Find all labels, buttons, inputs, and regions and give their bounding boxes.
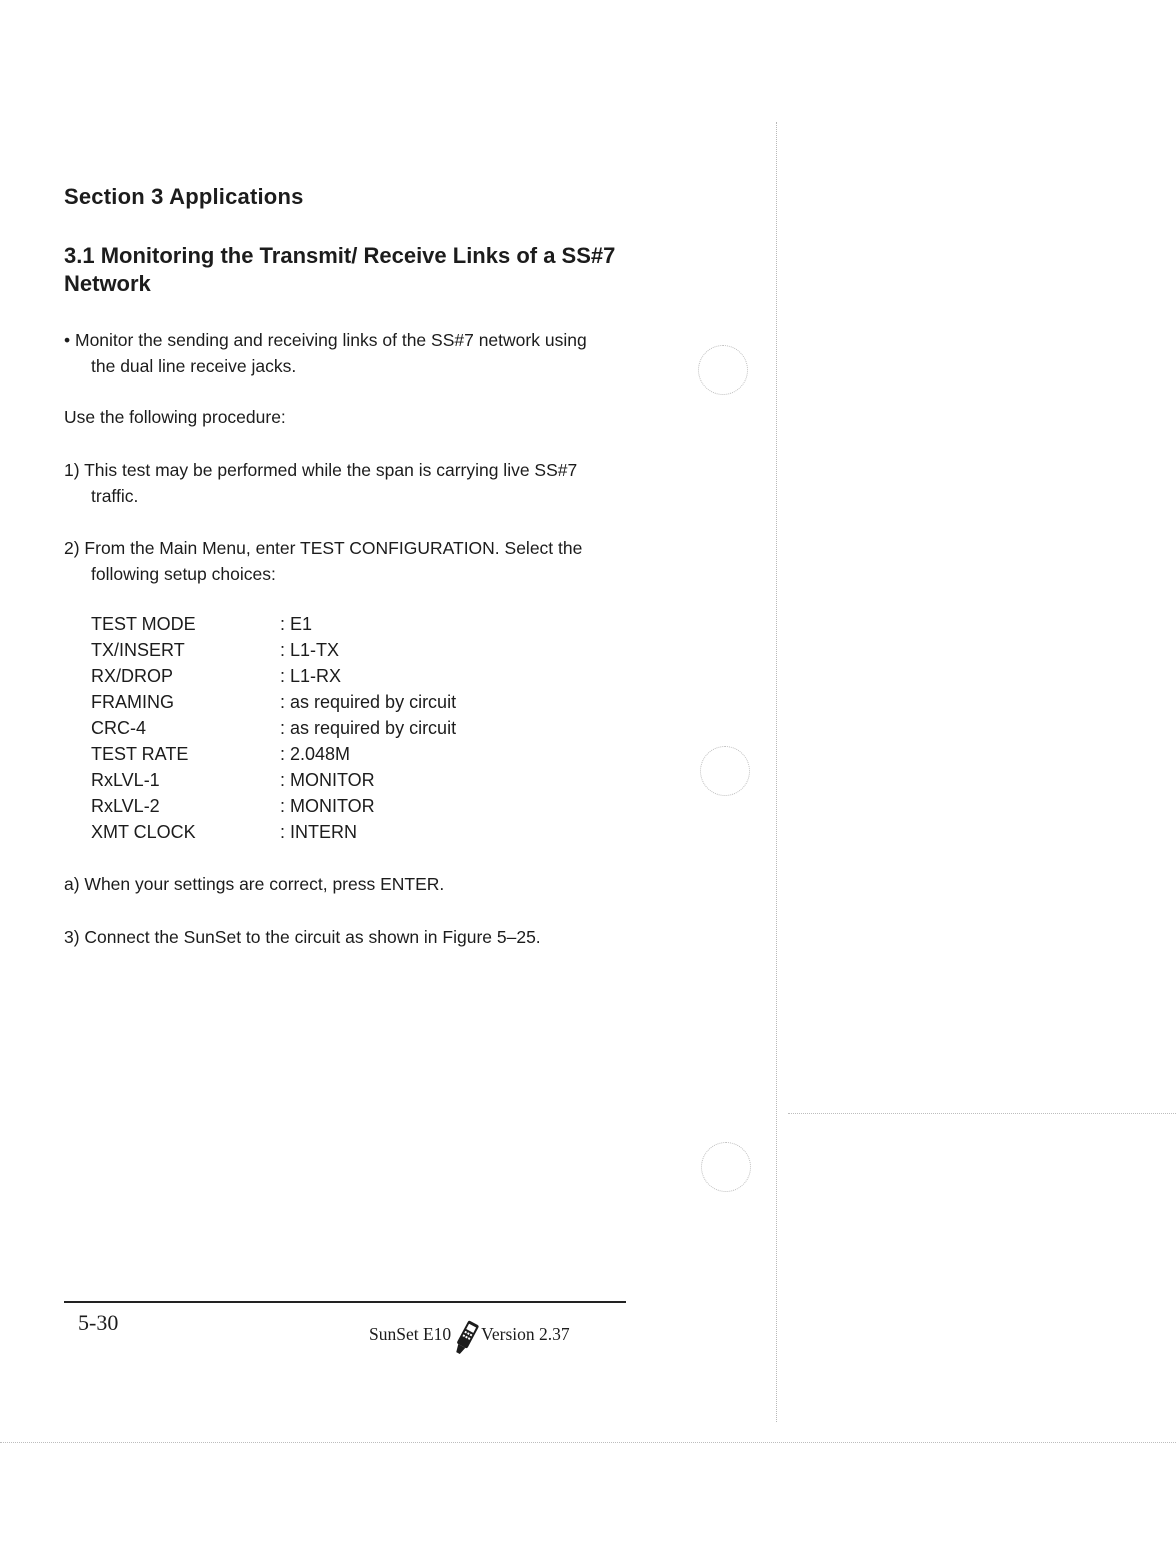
binder-hole <box>700 746 750 796</box>
setting-value: : E1 <box>280 614 313 634</box>
footer-product-line <box>369 1314 570 1354</box>
setting-value: : MONITOR <box>280 796 375 816</box>
binder-hole <box>698 345 748 395</box>
bullet-line-2: the dual line receive jacks. <box>91 356 297 376</box>
step-1-line-2: traffic. <box>91 486 139 506</box>
setting-name: TX/INSERT <box>91 640 185 660</box>
scan-bottom-edge-line <box>0 1442 1176 1443</box>
setting-name: RX/DROP <box>91 666 174 686</box>
setting-name: TEST RATE <box>91 744 189 764</box>
scan-edge-line <box>788 1113 1176 1114</box>
handset-icon <box>453 1318 479 1358</box>
step-2-line-1: 2) From the Main Menu, enter TEST CONFIGURATION. Select the <box>64 538 583 558</box>
bullet-paragraph <box>64 327 634 379</box>
step-2 <box>64 535 634 587</box>
setting-name: RxLVL-1 <box>91 770 160 790</box>
setting-row <box>91 689 456 715</box>
setting-name: XMT CLOCK <box>91 822 196 842</box>
footer-rule <box>64 1301 626 1303</box>
setting-row <box>91 767 456 793</box>
product-version: Version 2.37 <box>481 1323 570 1344</box>
setting-row <box>91 819 456 845</box>
setting-name: FRAMING <box>91 692 174 712</box>
setting-value: : L1-RX <box>280 666 342 686</box>
setting-value: : as required by circuit <box>280 718 457 738</box>
setting-row <box>91 715 456 741</box>
bullet-line-1: • Monitor the sending and receiving links of the SS#7 network using <box>64 330 587 350</box>
step-3: 3) Connect the SunSet to the circuit as shown in Figure 5–25. <box>64 927 541 947</box>
setting-row <box>91 793 456 819</box>
subsection-title: 3.1 Monitoring the Transmit/ Receive Links of a SS#7 Network <box>64 243 616 296</box>
setting-value: : MONITOR <box>280 770 375 790</box>
setting-row <box>91 637 456 663</box>
step-a: a) When your settings are correct, press ENTER. <box>64 874 445 894</box>
setting-value: : L1-TX <box>280 640 340 660</box>
setting-row <box>91 663 456 689</box>
step-2-line-2: following setup choices: <box>91 564 276 584</box>
setting-value: : INTERN <box>280 822 358 842</box>
setting-value: : 2.048M <box>280 744 351 764</box>
procedure-intro: Use the following procedure: <box>64 407 286 427</box>
section-title: Section 3 Applications <box>64 184 304 209</box>
product-name: SunSet E10 <box>369 1323 452 1344</box>
binder-hole <box>701 1142 751 1192</box>
setting-name: CRC-4 <box>91 718 147 738</box>
setup-choices-list <box>91 611 456 845</box>
scan-fold-line <box>776 122 777 1422</box>
page-number: 5-30 <box>78 1310 119 1335</box>
setting-row <box>91 741 456 767</box>
setting-row <box>91 611 456 637</box>
setting-value: : as required by circuit <box>280 692 457 712</box>
step-1 <box>64 457 634 509</box>
step-1-line-1: 1) This test may be performed while the span is carrying live SS#7 <box>64 460 578 480</box>
setting-name: RxLVL-2 <box>91 796 160 816</box>
setting-name: TEST MODE <box>91 614 196 634</box>
